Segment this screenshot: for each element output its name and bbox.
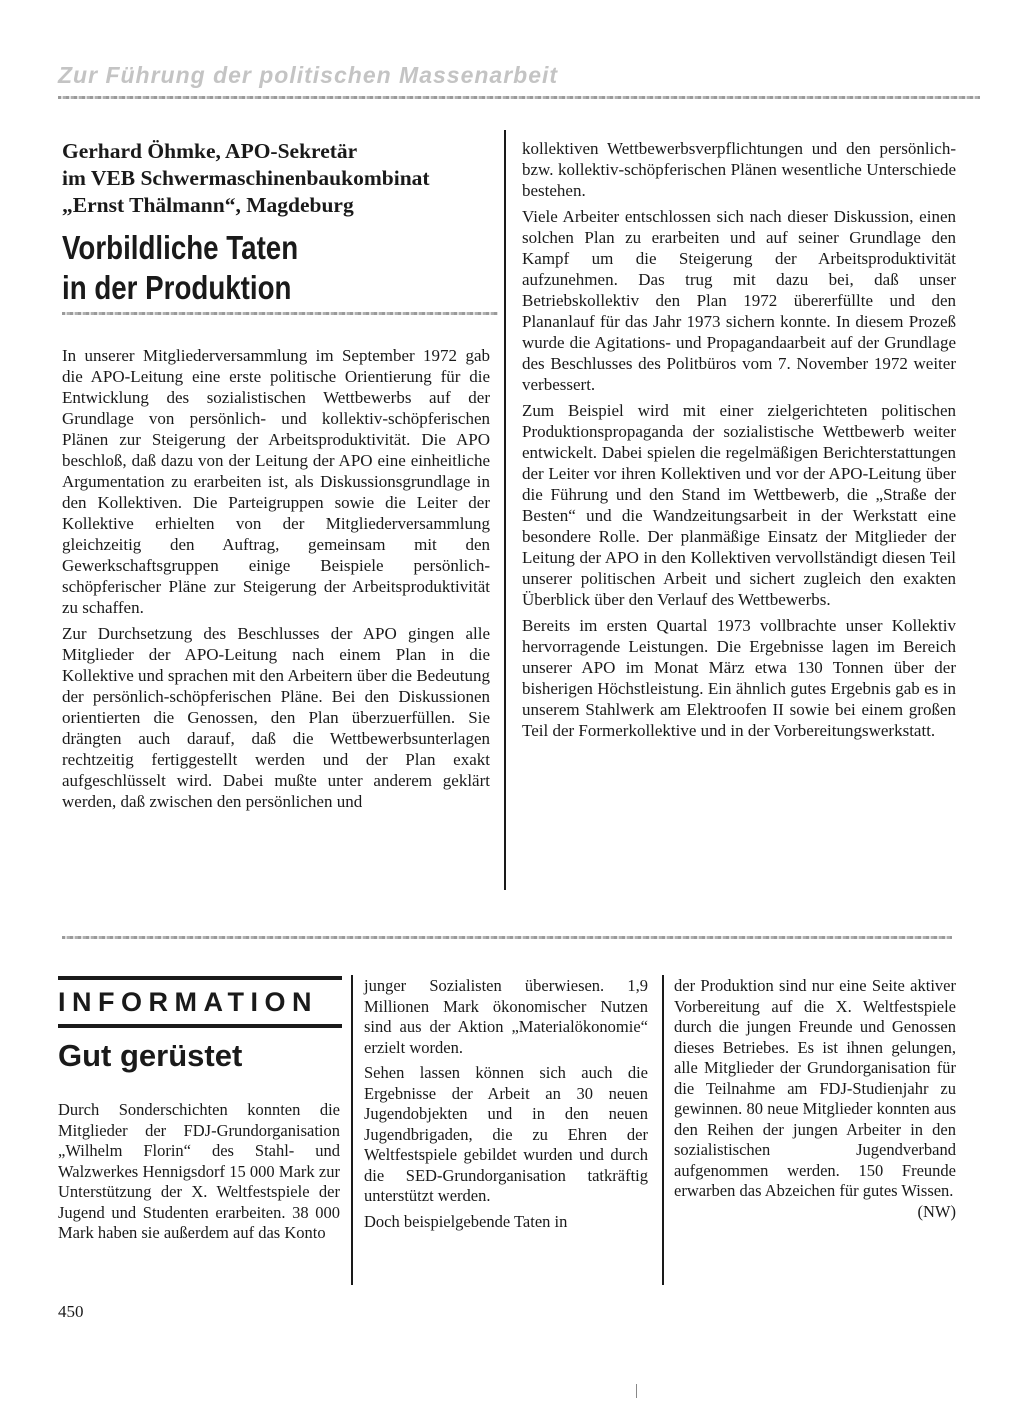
paragraph: Viele Arbeiter entschlossen sich nach dieser Diskussion, einen solchen Plan zu erarbeiten und auf seiner Grundlage den Kampf um die Steigerung der Arbeitsproduktivität aufzunehmen. Das trug mit dazu bei, daß unser Betriebskollektiv den Plan 1972 übererfüllte und den Plananlauf für das Jahr 1973 sichern konnte. In diesem Prozeß wurde die Agitations- und Propagandaarbeit auf der Grundlage des Beschlusses des Politbüros vom 7. November 1972 weiter verbessert. [522,207,956,394]
headline-rule [62,312,498,315]
paragraph: Durch Sonderschichten konnten die Mitglieder der FDJ-Grundorganisation „Wilhelm Florin“ des Stahl- und Walzwerkes Hennigsdorf 15 000 Mark zur Unterstützung der X. Weltfestspiele der Jugend und Studenten erarbeiten. 38 000 Mark haben sie außerdem auf das Konto [58,1100,340,1242]
column-divider [351,975,353,1285]
top-rule [58,96,980,99]
paragraph: In unserer Mitgliederversammlung im September 1972 gab die APO-Leitung eine erste politische Orientierung für die Entwicklung des sozialistischen Wettbewerbs auf der Grundlage von persönlich- und kollektiv-schöpferischen Plänen zur Steigerung der Arbeitsproduktivität. Die APO beschloß, daß dazu von der Leitung der APO eine einheitliche Argumentation zu erarbeiten ist, als Diskussionsgrundlage in den Kollektiven. Die Parteigruppen sowie die Leiter der Kollektive erhielten von der Mitgliederversammlung gleichzeitig den Auftrag, gemeinsam mit den Gewerkschaftsgruppen einige Beispiele persönlich-schöpferischer Pläne zur Steigerung der Arbeitsproduktivität zu schaffen. [62,346,490,617]
author-line: „Ernst Thälmann“, Magdeburg [62,193,354,217]
paragraph: Bereits im ersten Quartal 1973 vollbrachte unser Kollektiv hervorragende Leistungen. Die Ergebnisse lagen im Bereich unserer APO im Monat März etwa 130 Tonnen über der bisherigen Höchstleistung. Ein ähnlich gutes Ergebnis gab es in unserem Stahlwerk am Elektroofen II sowie bei einem großen Teil der Formerkollektive und in der Vorbereitungswerkstatt. [522,616,956,740]
headline-line: in der Produktion [62,269,292,306]
information-label: INFORMATION [58,987,318,1017]
signature: (NW) [917,1201,956,1221]
paragraph [674,976,956,1221]
column-divider [662,975,664,1285]
article-headline [62,228,432,308]
paragraph: kollektiven Wettbewerbsverpflichtungen und den persönlich- bzw. kollektiv-schöpferischen Plänen wesentliche Unterschiede bestehen. [522,139,956,200]
article-column-1 [62,345,490,812]
paragraph: Zur Durchsetzung des Beschlusses der APO gingen alle Mitglieder der APO-Leitung nach einem Plan in die Kollektive und sprachen mit den Arbeitern über die Bedeutung der persönlich-schöpferischen Pläne. Bei den Diskussionen orientierten die Genossen, den Plan überzuerfüllen. Sie drängten auch darauf, daß die Wettbewerbsunterlagen rechtzeitig fertiggestellt werden und der Plan exakt aufgeschlüsselt wird. Dabei mußte unter anderem geklärt werden, daß zwischen den persönlichen und [62,624,490,811]
running-head: Zur Führung der politischen Massenarbeit [58,62,559,88]
paragraph: Doch beispielgebende Taten in [364,1211,568,1231]
information-label-box [58,976,342,1028]
paragraph: Sehen lassen können sich auch die Ergebnisse der Arbeit an 30 neuen Jugendobjekten und in den neuen Jugendbrigaden, die zu Ehren der Weltfestspiele gebildet wurden und durch die SED-Grundorganisation tatkräftig unterstützt werden. [364,1063,648,1205]
information-column-2 [364,976,648,1232]
paragraph: Zum Beispiel wird mit einer zielgerichteten politischen Produktionspropaganda der sozialistische Wettbewerb weiter entwickelt. Dabei spielen die regelmäßigen Berichterstattungen der Leiter vor ihren Kollektiven und vor der APO-Leitung über die Führung und den Stand im Wettbewerb, die „Straße der Besten“ und die Wandzeitungsarbeit in der Werkstatt eine besondere Rolle. Der planmäßige Einsatz der Mitglieder der Leitung der APO in den Kollektiven vervollständigt diesen Teil unserer politischen Arbeit und sichert zugleich den exakten Überblick über den Verlauf des Wettbewerbs. [522,401,956,609]
section-rule [62,936,952,939]
author-byline [62,138,502,219]
paragraph-text: der Produktion sind nur eine Seite aktiver Vorbereitung auf die X. Weltfestspiele durch die jungen Freunde und Genossen dieses Betriebes. Es ist ihnen gelungen, alle Mitglieder der Grundorganisation für die Teilnahme am FDJ-Studienjahr zu gewinnen. 80 neue Mitglieder konnten aus den Reihen der jungen Arbeiter in den sozialistischen Jugendverband aufgenommen werden. 150 Freunde erwarben das Abzeichen für gutes Wissen. [674,976,956,1200]
information-title: Gut gerüstet [58,1038,243,1073]
information-column-3 [674,976,956,1222]
information-column-1 [58,1100,340,1244]
headline-line: Vorbildliche Taten [62,229,299,266]
column-divider [504,130,506,890]
article-column-2 [522,138,956,741]
print-mark [636,1384,637,1398]
author-line: Gerhard Öhmke, APO-Sekretär [62,139,358,163]
paragraph: junger Sozialisten überwiesen. 1,9 Millionen Mark ökonomischer Nutzen sind aus der Aktion „Materialökonomie“ erzielt worden. [364,976,648,1057]
label-bar-bottom [58,1024,342,1028]
page-number: 450 [58,1302,84,1321]
author-line: im VEB Schwermaschinenbaukombinat [62,166,430,190]
